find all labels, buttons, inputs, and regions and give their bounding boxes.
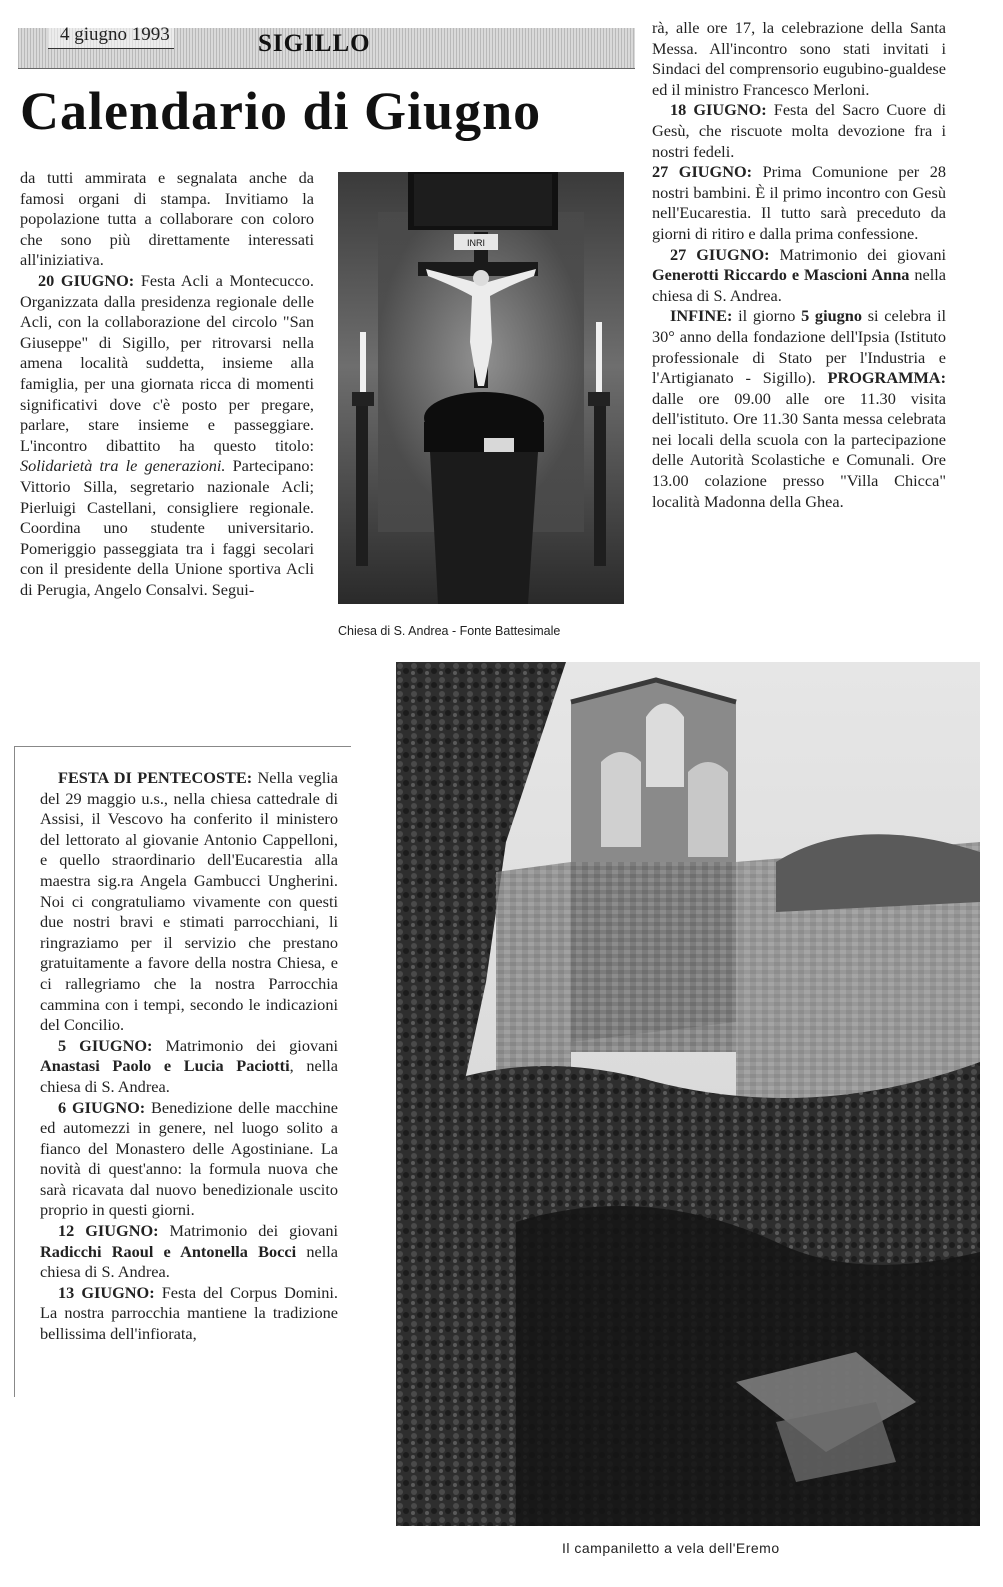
couple-names: Anastasi Paolo e Lucia Paciotti (40, 1056, 290, 1076)
paragraph-text: nella chiesa di S. Andrea. (40, 1241, 338, 1282)
paragraph (40, 1283, 338, 1345)
paragraph: da tutti ammirata e segnalata anche da famosi organi di stampa. Invitiamo la popolazione tutta a collaborare con coloro che sono più direttamente interessati all'iniziativa. (20, 168, 314, 270)
paragraph-text: Matrimonio dei giovani (152, 1035, 339, 1055)
paragraph-text: dalle ore 09.00 alle ore 11.30 visita dell'istituto. Ore 11.30 Santa messa celebrata nei locali della scuola con la partecipazione delle Autorità Scolastiche e Comunali. Ore 13.00 colazione presso "Villa Chicca" località Madonna della Ghea. (652, 388, 946, 511)
paragraph (40, 1221, 338, 1283)
paragraph (652, 100, 946, 162)
paragraph (40, 1036, 338, 1098)
paragraph-text: Festa del Sacro Cuore di Gesù, che riscuote molta devozione fra i nostri fedeli. (652, 100, 946, 161)
paragraph-text: nella chiesa di S. Andrea. (652, 265, 946, 305)
date-heading: 6 GIUGNO: (58, 1097, 146, 1117)
date-heading: 12 GIUGNO: (58, 1221, 159, 1241)
article-column-1 (20, 168, 314, 600)
date-heading: 27 GIUGNO: (652, 162, 753, 182)
paragraph-text: Nella veglia del 29 maggio u.s., nella chiesa cattedrale di Assisi, il Vescovo ha conferito il ministero del lettorato al giovanie Antonio Cappelloni, e quello straordinario dell'Eucarestia alla maestra sig.ra Angela Gambucci Ungherini. Noi ci congratuliamo vivamente con questi due nostri bravi e stimati parrocchiani, li ringraziamo per il servizio che prestano gratuitamente a favore della nostra Chiesa, e ci rallegriamo che la nostra Parrocchia cammina con i tempi, secondo le indicazioni del Concilio. (40, 768, 338, 1035)
paragraph: rà, alle ore 17, la celebrazione della Santa Messa. All'incontro sono stati invitati i Sindaci del comprensorio eugubino-gualdese ed il ministro Francesco Merloni. (652, 18, 946, 99)
paragraph-text: Prima Comunione per 28 nostri bambini. È il primo incontro con Gesù nell'Eucarestia. Il tutto sarà preceduto da giorni di ritiro e dalla prima confessione. (652, 162, 947, 243)
paragraph-text: , nella chiesa di S. Andrea. (40, 1056, 338, 1096)
section-title: SIGILLO (258, 30, 371, 57)
date-heading: INFINE: (670, 306, 733, 326)
couple-names: Generotti Riccardo e Mascioni Anna (652, 265, 910, 285)
paragraph-text: Festa Acli a Montecucco. Organizzata dalla presidenza regionale delle Acli, con la collaborazione del circolo "San Giuseppe" di Sigillo, per ritrovarsi nella amena località suddetta, insieme alla famiglia, per una giornata ricca di momenti significativi dove c'è posto per pregare, parlare, stare insieme e passeggiare. L'incontro dibattito ha questo titolo: (20, 270, 314, 455)
paragraph-text: Benedizione delle macchine ed automezzi in genere, nel luogo solito a fianco del Monastero delle Agostiniane. La novità di quest'anno: la formula nuova che sarà ricavata dal nuovo benedizionale uscito proprio in questi giorni. (40, 1097, 338, 1220)
baptismal-font-photo (338, 172, 624, 604)
article-column-bottom (40, 768, 338, 1345)
crucifix-image (338, 172, 624, 604)
paragraph-text: Festa del Corpus Domini. La nostra parrocchia mantiene la tradizione bellissima dell'infiorata, (40, 1282, 338, 1344)
hermitage-image (396, 662, 980, 1526)
paragraph (40, 768, 338, 1036)
issue-date: 4 giugno 1993 (48, 24, 174, 49)
paragraph-text: Matrimonio dei giovani (769, 244, 946, 264)
inri-plaque: INRI (467, 238, 485, 248)
date-heading: 13 GIUGNO: (58, 1282, 155, 1302)
date-heading: 20 GIUGNO: (38, 270, 135, 290)
article-column-3 (652, 18, 946, 512)
paragraph (652, 306, 946, 512)
program-heading: PROGRAMMA: (827, 368, 946, 388)
photo-caption: Il campaniletto a vela dell'Eremo (562, 1540, 780, 1556)
paragraph (652, 162, 946, 244)
headline: Calendario di Giugno (20, 81, 542, 141)
paragraph-text: il giorno (732, 306, 802, 326)
paragraph (40, 1098, 338, 1222)
event-date: 5 giugno (801, 306, 862, 326)
paragraph (652, 245, 946, 307)
paragraph-text: Matrimonio dei giovani (158, 1221, 338, 1241)
photo-caption: Chiesa di S. Andrea - Fonte Battesimale (338, 624, 561, 638)
paragraph (20, 271, 314, 601)
date-heading: 5 GIUGNO: (58, 1035, 153, 1055)
date-heading: 27 GIUGNO: (670, 244, 770, 264)
paragraph-text: Partecipano: Vittorio Silla, segretario nazionale Acli; Pierluigi Castellani, consigliere regionale. Coordina uno studente universitario. Pomeriggio passeggiata tra i faggi secolari con il presidente della Unione sportiva Acli di Perugia, Angelo Consalvi. Segui- (20, 456, 314, 599)
event-title: Solidarietà tra le generazioni. (20, 456, 226, 476)
paragraph-text: si celebra il 30° anno della fondazione dell'Ipsia (Istituto professionale di Stato per l'Industria e l'Artigianato - Sigillo). (652, 306, 947, 388)
date-heading: 18 GIUGNO: (670, 100, 767, 120)
date-heading: FESTA DI PENTECOSTE: (58, 768, 253, 787)
couple-names: Radicchi Raoul e Antonella Bocci (40, 1241, 297, 1261)
bell-gable-photo (396, 662, 980, 1526)
